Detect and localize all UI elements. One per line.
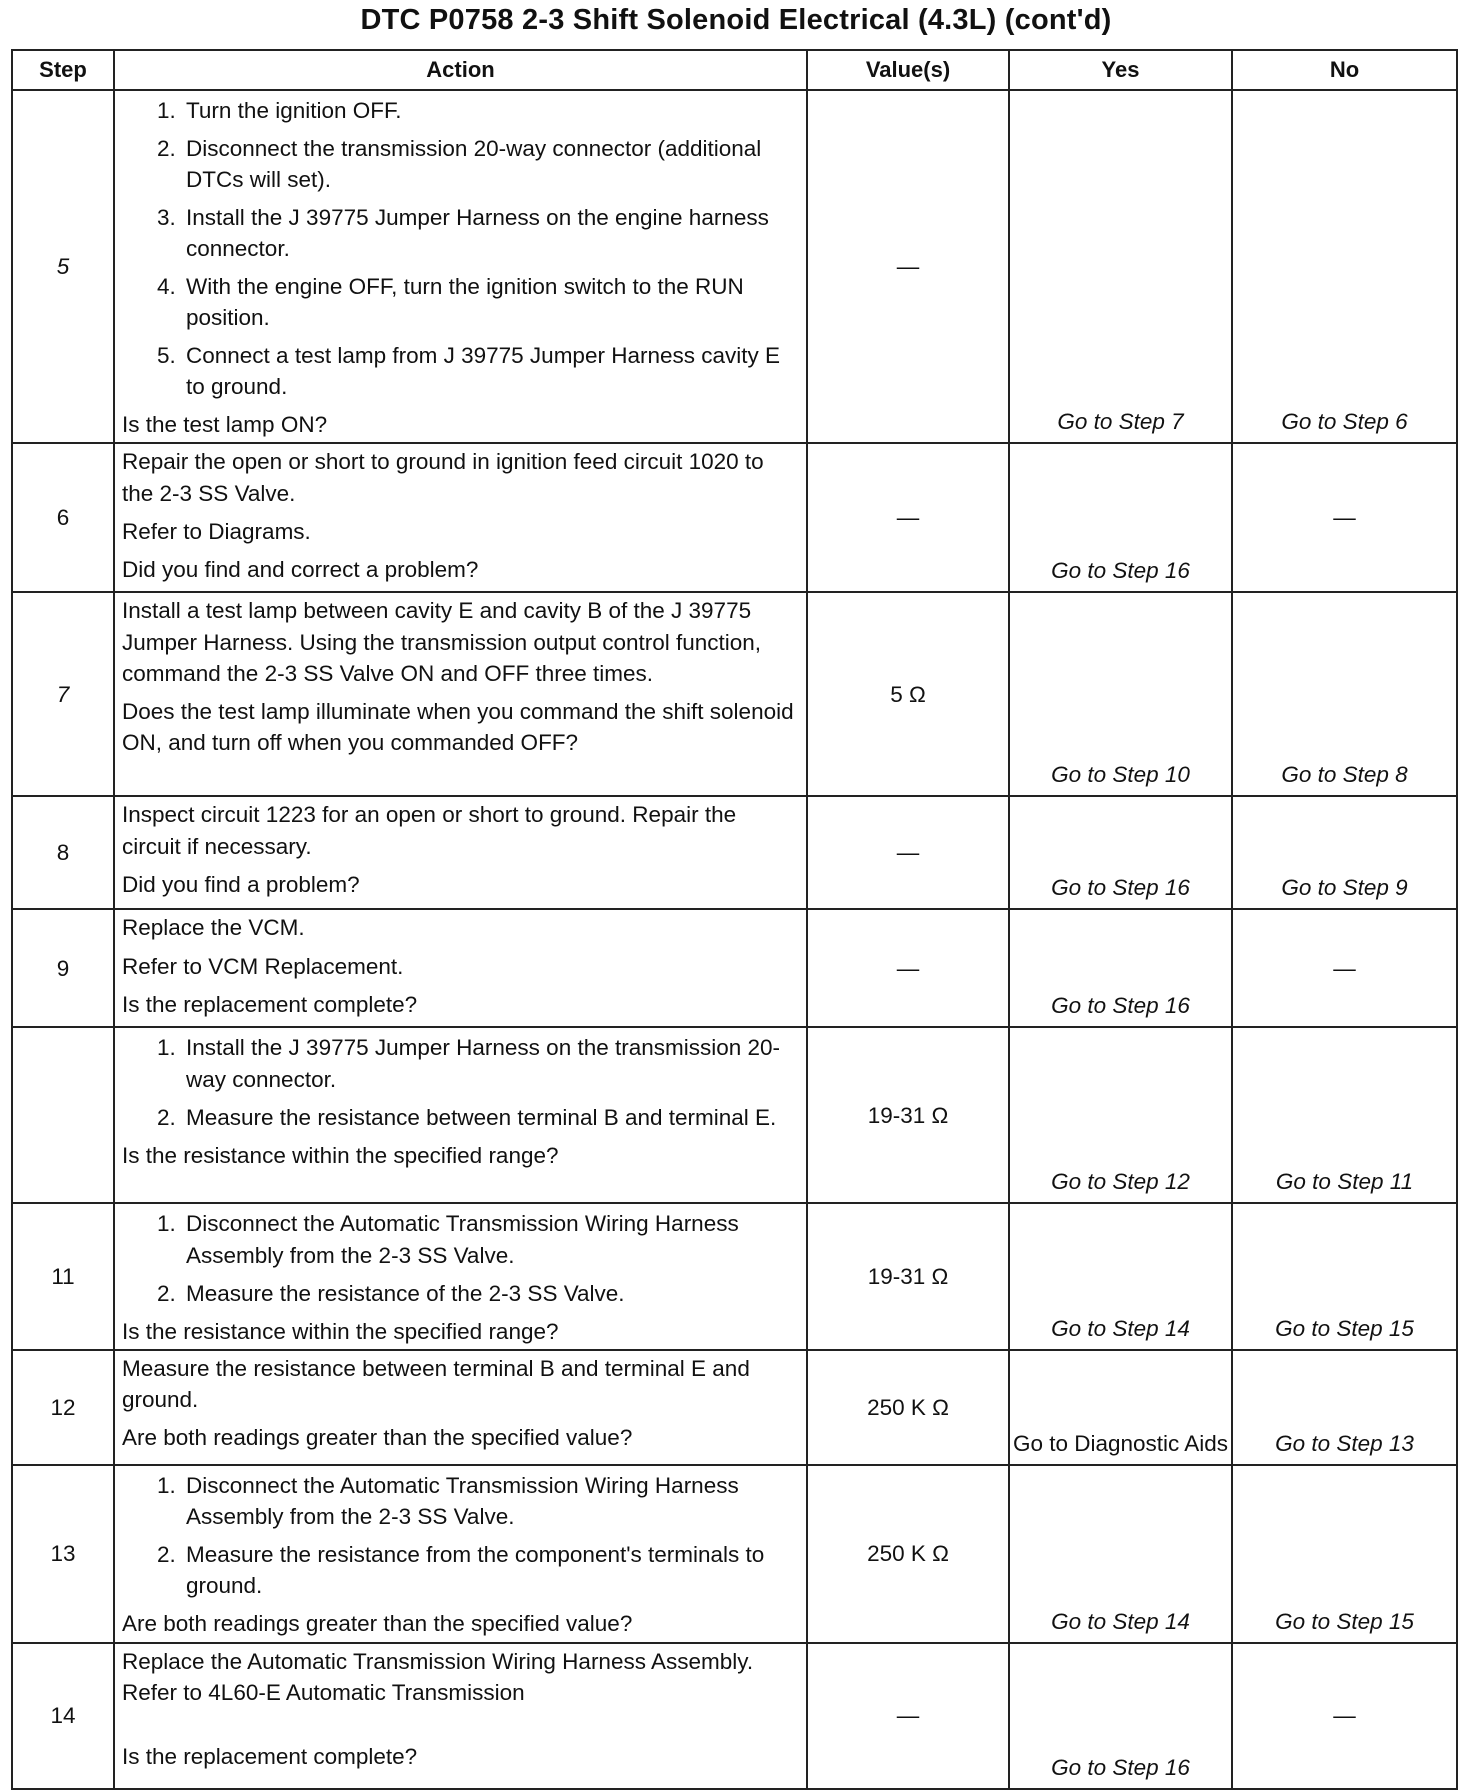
value-cell: — (807, 909, 1009, 1027)
table-row (12, 592, 1457, 796)
header-yes: Yes (1009, 50, 1232, 90)
list-item: 2. Disconnect the transmission 20-way connector (additional DTCs will set). (182, 133, 800, 195)
question-text: Did you find and correct a problem? (122, 556, 479, 582)
yes-cell: Go to Step 16 (1009, 443, 1232, 592)
list-item: 2. Measure the resistance between terminal B and terminal E. (182, 1102, 800, 1133)
value-cell: — (807, 443, 1009, 592)
list-item: 1. Turn the ignition OFF. (182, 95, 800, 126)
action-cell (114, 592, 807, 796)
table-row (12, 1350, 1457, 1465)
value-cell: 250 K Ω (807, 1465, 1009, 1643)
action-cell (114, 1203, 807, 1349)
question-text: Are both readings greater than the specified value? (122, 1610, 633, 1636)
yes-cell: Go to Step 14 (1009, 1203, 1232, 1349)
step-number (12, 1027, 114, 1203)
action-text: Repair the open or short to ground in ignition feed circuit 1020 to the 2-3 SS Valve. (122, 449, 764, 506)
question-text: Are both readings greater than the specified value? (122, 1424, 633, 1450)
value-cell: 19-31 Ω (807, 1203, 1009, 1349)
diagnostic-table (11, 49, 1458, 1790)
value-cell: — (807, 1643, 1009, 1789)
header-values: Value(s) (807, 50, 1009, 90)
list-item: 1. Disconnect the Automatic Transmission Wiring Harness Assembly from the 2-3 SS Valve. (182, 1208, 800, 1270)
action-cell (114, 1643, 807, 1789)
yes-cell: Go to Step 12 (1009, 1027, 1232, 1203)
table-row (12, 1203, 1457, 1349)
action-list (122, 1032, 800, 1132)
list-item: 4. With the engine OFF, turn the ignition switch to the RUN position. (182, 271, 800, 333)
table-row (12, 90, 1457, 443)
header-step: Step (12, 50, 114, 90)
list-item: 2. Measure the resistance from the component's terminals to ground. (182, 1539, 800, 1601)
action-cell (114, 1027, 807, 1203)
yes-cell: Go to Step 16 (1009, 796, 1232, 909)
action-cell (114, 1465, 807, 1643)
no-cell: Go to Step 15 (1232, 1465, 1457, 1643)
list-item: 5. Connect a test lamp from J 39775 Jumper Harness cavity E to ground. (182, 340, 800, 402)
no-cell: Go to Step 8 (1232, 592, 1457, 796)
list-item: 3. Install the J 39775 Jumper Harness on the engine harness connector. (182, 202, 800, 264)
table-row (12, 1643, 1457, 1789)
no-cell: — (1232, 443, 1457, 592)
step-number: 9 (12, 909, 114, 1027)
question-text: Is the test lamp ON? (122, 412, 328, 438)
action-list (122, 1470, 800, 1601)
list-item: 2. Measure the resistance of the 2-3 SS Valve. (182, 1278, 800, 1309)
list-item: 1. Install the J 39775 Jumper Harness on the transmission 20-way connector. (182, 1032, 800, 1094)
step-number: 14 (12, 1643, 114, 1789)
spacer (122, 1715, 800, 1741)
action-list (122, 1208, 800, 1308)
action-cell (114, 796, 807, 909)
step-number: 6 (12, 443, 114, 592)
action-text: Install a test lamp between cavity E and cavity B of the J 39775 Jumper Harness. Using the transmission output control function, command the 2-3 SS Valve ON and OFF three times. (122, 598, 762, 686)
question-text: Does the test lamp illuminate when you command the shift solenoid ON, and turn off when you commanded OFF? (122, 698, 794, 755)
table-row (12, 909, 1457, 1027)
no-cell: — (1232, 1643, 1457, 1789)
value-cell: — (807, 90, 1009, 443)
step-number: 8 (12, 796, 114, 909)
yes-cell: Go to Step 16 (1009, 909, 1232, 1027)
no-cell: Go to Step 6 (1232, 90, 1457, 443)
action-list (122, 95, 800, 402)
header-no: No (1232, 50, 1457, 90)
value-cell: 5 Ω (807, 592, 1009, 796)
value-cell: 250 K Ω (807, 1350, 1009, 1465)
step-number: 7 (12, 592, 114, 796)
table-row (12, 796, 1457, 909)
header-row (12, 50, 1457, 90)
question-text: Is the replacement complete? (122, 1743, 418, 1769)
no-cell: Go to Step 9 (1232, 796, 1457, 909)
action-text: Measure the resistance between terminal B and terminal E and ground. (122, 1355, 750, 1412)
value-cell: — (807, 796, 1009, 909)
action-cell (114, 909, 807, 1027)
action-text: Inspect circuit 1223 for an open or short to ground. Repair the circuit if necessary. (122, 802, 737, 859)
yes-cell: Go to Diagnostic Aids (1009, 1350, 1232, 1465)
step-number: 12 (12, 1350, 114, 1465)
action-text: Refer to Diagrams. (122, 518, 311, 544)
list-item: 1. Disconnect the Automatic Transmission Wiring Harness Assembly from the 2-3 SS Valve. (182, 1470, 800, 1532)
table-row (12, 1027, 1457, 1203)
action-text: Replace the VCM. (122, 915, 305, 941)
action-cell (114, 443, 807, 592)
header-action: Action (114, 50, 807, 90)
no-cell: Go to Step 11 (1232, 1027, 1457, 1203)
yes-cell: Go to Step 16 (1009, 1643, 1232, 1789)
action-text: Replace the Automatic Transmission Wiring Harness Assembly. Refer to 4L60-E Automatic Transmission (122, 1648, 754, 1705)
yes-cell: Go to Step 7 (1009, 90, 1232, 443)
page-title: DTC P0758 2-3 Shift Solenoid Electrical (4.3L) (cont'd) (360, 4, 1112, 36)
question-text: Is the resistance within the specified range? (122, 1318, 559, 1344)
no-cell: Go to Step 15 (1232, 1203, 1457, 1349)
action-cell (114, 90, 807, 443)
no-cell: — (1232, 909, 1457, 1027)
action-text: Refer to VCM Replacement. (122, 953, 404, 979)
table-row (12, 1465, 1457, 1643)
question-text: Is the replacement complete? (122, 991, 418, 1017)
action-cell (114, 1350, 807, 1465)
step-number: 11 (12, 1203, 114, 1349)
yes-cell: Go to Step 14 (1009, 1465, 1232, 1643)
value-cell: 19-31 Ω (807, 1027, 1009, 1203)
step-number: 13 (12, 1465, 114, 1643)
no-cell: Go to Step 13 (1232, 1350, 1457, 1465)
question-text: Did you find a problem? (122, 871, 360, 897)
table-row (12, 443, 1457, 592)
question-text: Is the resistance within the specified range? (122, 1142, 559, 1168)
yes-cell: Go to Step 10 (1009, 592, 1232, 796)
step-number: 5 (12, 90, 114, 443)
